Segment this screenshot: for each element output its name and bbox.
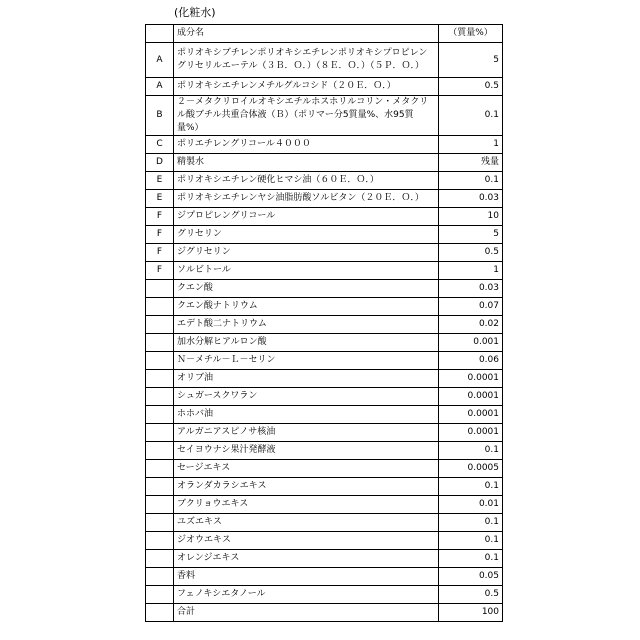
table-row bbox=[146, 478, 503, 496]
ingredient-name-cell: 香料 bbox=[174, 568, 439, 586]
ingredient-name-cell: シュガースクワラン bbox=[174, 388, 439, 406]
amount-cell: 0.1 bbox=[439, 442, 503, 460]
document-title: (化粧水) bbox=[174, 4, 216, 22]
table-header-row bbox=[146, 25, 503, 43]
ingredient-name-cell: 合計 bbox=[174, 604, 439, 622]
category-cell bbox=[146, 334, 174, 352]
amount-cell: 1 bbox=[439, 136, 503, 154]
ingredient-name-cell: ソルビトール bbox=[174, 262, 439, 280]
category-cell bbox=[146, 496, 174, 514]
amount-cell: 0.0001 bbox=[439, 424, 503, 442]
table-row bbox=[146, 406, 503, 424]
ingredient-name-cell: ブクリョウエキス bbox=[174, 496, 439, 514]
category-cell bbox=[146, 442, 174, 460]
table-row bbox=[146, 550, 503, 568]
ingredient-name-cell: エデト酸二ナトリウム bbox=[174, 316, 439, 334]
table-row bbox=[146, 370, 503, 388]
amount-cell: 0.0005 bbox=[439, 460, 503, 478]
category-cell bbox=[146, 316, 174, 334]
amount-cell: 0.5 bbox=[439, 586, 503, 604]
ingredient-name-cell: ユズエキス bbox=[174, 514, 439, 532]
table-row bbox=[146, 514, 503, 532]
ingredient-name-cell: アルガニアスピノサ核油 bbox=[174, 424, 439, 442]
table-row bbox=[146, 262, 503, 280]
amount-cell: 100 bbox=[439, 604, 503, 622]
category-cell bbox=[146, 460, 174, 478]
table-row bbox=[146, 96, 503, 136]
table-row bbox=[146, 388, 503, 406]
ingredient-name-cell: フェノキシエタノール bbox=[174, 586, 439, 604]
ingredient-name-cell: ポリオキシエチレン硬化ヒマシ油（６０Ｅ．Ｏ．） bbox=[174, 172, 439, 190]
category-cell bbox=[146, 568, 174, 586]
table-row bbox=[146, 78, 503, 96]
amount-cell: 0.07 bbox=[439, 298, 503, 316]
ingredient-name-cell: ２－メタクリロイルオキシエチルホスホリルコリン・メタクリル酸ブチル共重合体液（Ｂ）（ポリマー分5質量%、水95質量%） bbox=[174, 96, 439, 136]
ingredient-name-cell: ジプロピレングリコール bbox=[174, 208, 439, 226]
category-cell: E bbox=[146, 172, 174, 190]
amount-cell: 0.05 bbox=[439, 568, 503, 586]
category-cell bbox=[146, 604, 174, 622]
table-row bbox=[146, 604, 503, 622]
amount-cell: 0.01 bbox=[439, 496, 503, 514]
table-row bbox=[146, 496, 503, 514]
amount-cell: 0.0001 bbox=[439, 406, 503, 424]
amount-cell: 0.1 bbox=[439, 96, 503, 136]
amount-cell: 1 bbox=[439, 262, 503, 280]
category-cell: F bbox=[146, 226, 174, 244]
ingredient-name-cell: ホホバ油 bbox=[174, 406, 439, 424]
ingredient-name-cell: オレンジエキス bbox=[174, 550, 439, 568]
table-row bbox=[146, 226, 503, 244]
category-cell bbox=[146, 406, 174, 424]
table-row bbox=[146, 244, 503, 262]
header-ingredient-name-cell: 成分名 bbox=[174, 25, 439, 43]
table-row bbox=[146, 43, 503, 78]
table-row bbox=[146, 460, 503, 478]
amount-cell: 0.06 bbox=[439, 352, 503, 370]
amount-cell: 0.03 bbox=[439, 280, 503, 298]
category-cell: C bbox=[146, 136, 174, 154]
table-row bbox=[146, 424, 503, 442]
header-category-cell bbox=[146, 25, 174, 43]
table-row bbox=[146, 586, 503, 604]
table-row bbox=[146, 532, 503, 550]
formulation-table bbox=[145, 24, 503, 622]
category-cell bbox=[146, 550, 174, 568]
table-row bbox=[146, 154, 503, 172]
category-cell bbox=[146, 478, 174, 496]
category-cell bbox=[146, 424, 174, 442]
category-cell bbox=[146, 370, 174, 388]
table-row bbox=[146, 298, 503, 316]
ingredient-name-cell: ポリオキシエチレンヤシ油脂肪酸ソルビタン（２０Ｅ．Ｏ．） bbox=[174, 190, 439, 208]
amount-cell: 5 bbox=[439, 226, 503, 244]
amount-cell: 0.02 bbox=[439, 316, 503, 334]
amount-cell: 0.1 bbox=[439, 532, 503, 550]
table-row bbox=[146, 136, 503, 154]
ingredient-name-cell: 精製水 bbox=[174, 154, 439, 172]
table-row bbox=[146, 316, 503, 334]
amount-cell: 0.5 bbox=[439, 78, 503, 96]
category-cell: A bbox=[146, 78, 174, 96]
ingredient-name-cell: クエン酸ナトリウム bbox=[174, 298, 439, 316]
amount-cell: 0.5 bbox=[439, 244, 503, 262]
ingredient-name-cell: オリブ油 bbox=[174, 370, 439, 388]
category-cell bbox=[146, 388, 174, 406]
amount-cell: 残量 bbox=[439, 154, 503, 172]
category-cell: B bbox=[146, 96, 174, 136]
category-cell: E bbox=[146, 190, 174, 208]
table-row bbox=[146, 172, 503, 190]
category-cell: F bbox=[146, 208, 174, 226]
table-row bbox=[146, 442, 503, 460]
table-row bbox=[146, 190, 503, 208]
amount-cell: 5 bbox=[439, 43, 503, 78]
amount-cell: 10 bbox=[439, 208, 503, 226]
category-cell bbox=[146, 514, 174, 532]
amount-cell: 0.03 bbox=[439, 190, 503, 208]
ingredient-name-cell: ポリオキシエチレンメチルグルコシド（２０Ｅ．Ｏ．） bbox=[174, 78, 439, 96]
amount-cell: 0.001 bbox=[439, 334, 503, 352]
category-cell: F bbox=[146, 244, 174, 262]
table-row bbox=[146, 280, 503, 298]
ingredient-name-cell: セイヨウナシ果汁発酵液 bbox=[174, 442, 439, 460]
category-cell bbox=[146, 352, 174, 370]
header-amount-cell: （質量%） bbox=[439, 25, 503, 43]
category-cell bbox=[146, 298, 174, 316]
ingredient-name-cell: クエン酸 bbox=[174, 280, 439, 298]
category-cell bbox=[146, 532, 174, 550]
category-cell bbox=[146, 280, 174, 298]
table-row bbox=[146, 208, 503, 226]
ingredient-name-cell: Ｎ－メチル－Ｌ－セリン bbox=[174, 352, 439, 370]
category-cell bbox=[146, 586, 174, 604]
ingredient-name-cell: ジオウエキス bbox=[174, 532, 439, 550]
ingredient-name-cell: グリセリン bbox=[174, 226, 439, 244]
ingredient-name-cell: ポリエチレングリコール４０００ bbox=[174, 136, 439, 154]
amount-cell: 0.1 bbox=[439, 172, 503, 190]
table-row bbox=[146, 568, 503, 586]
ingredient-name-cell: ジグリセリン bbox=[174, 244, 439, 262]
ingredient-name-cell: セージエキス bbox=[174, 460, 439, 478]
category-cell: F bbox=[146, 262, 174, 280]
ingredient-name-cell: 加水分解ヒアルロン酸 bbox=[174, 334, 439, 352]
amount-cell: 0.1 bbox=[439, 514, 503, 532]
ingredient-name-cell: オランダカラシエキス bbox=[174, 478, 439, 496]
table-row bbox=[146, 334, 503, 352]
amount-cell: 0.0001 bbox=[439, 370, 503, 388]
amount-cell: 0.0001 bbox=[439, 388, 503, 406]
category-cell: A bbox=[146, 43, 174, 78]
category-cell: D bbox=[146, 154, 174, 172]
table-row bbox=[146, 352, 503, 370]
amount-cell: 0.1 bbox=[439, 550, 503, 568]
amount-cell: 0.1 bbox=[439, 478, 503, 496]
ingredient-name-cell: ポリオキシブチレンポリオキシエチレンポリオキシプロピレングリセリルエーテル（３Ｂ．Ｏ．）（８Ｅ．Ｏ．）（５Ｐ．Ｏ．） bbox=[174, 43, 439, 78]
